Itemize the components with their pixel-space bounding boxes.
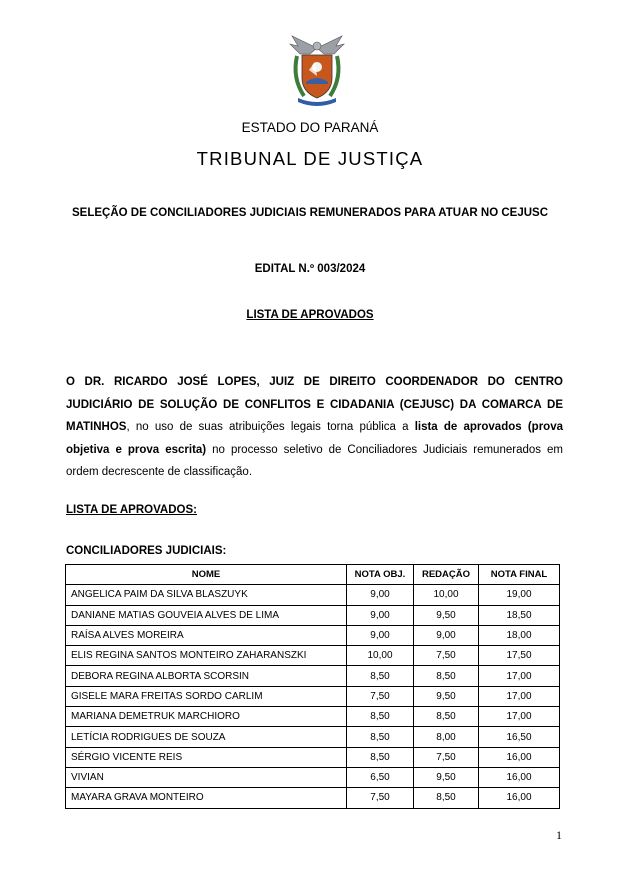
cell-nome: VIVIAN — [66, 767, 347, 787]
approved-heading: LISTA DE APROVADOS: — [66, 504, 197, 516]
cell-nota-obj: 8,50 — [347, 666, 414, 686]
cell-nota-final: 16,50 — [479, 727, 560, 747]
table-row — [66, 646, 560, 666]
cell-nome: RAÍSA ALVES MOREIRA — [66, 625, 347, 645]
cell-nome: DEBORA REGINA ALBORTA SCORSIN — [66, 666, 347, 686]
cell-nota-obj: 6,50 — [347, 767, 414, 787]
cell-nota-obj: 8,50 — [347, 747, 414, 767]
cell-nota-obj: 10,00 — [347, 646, 414, 666]
cell-nome: SÉRGIO VICENTE REIS — [66, 747, 347, 767]
header-nota-obj: NOTA OBJ. — [347, 565, 414, 585]
table-row — [66, 625, 560, 645]
cell-nota-final: 18,00 — [479, 625, 560, 645]
cell-nota-final: 17,00 — [479, 666, 560, 686]
cell-nota-final: 18,50 — [479, 605, 560, 625]
table-header-row — [66, 565, 560, 585]
cell-nota-obj: 9,00 — [347, 625, 414, 645]
cell-redacao: 9,50 — [414, 767, 479, 787]
intro-bold-list: lista de aprovados (prova objetiva e prova escrita) — [66, 421, 563, 456]
cell-nota-final: 17,50 — [479, 646, 560, 666]
page-number: 1 — [556, 828, 562, 842]
cell-redacao: 9,00 — [414, 625, 479, 645]
cell-redacao: 7,50 — [414, 646, 479, 666]
header-nome: NOME — [66, 565, 347, 585]
cell-nota-final: 19,00 — [479, 585, 560, 605]
cell-nota-obj: 7,50 — [347, 686, 414, 706]
cell-nota-final: 17,00 — [479, 686, 560, 706]
table-row — [66, 727, 560, 747]
cell-redacao: 8,50 — [414, 788, 479, 808]
cell-nota-final: 17,00 — [479, 707, 560, 727]
cell-nome: MAYARA GRAVA MONTEIRO — [66, 788, 347, 808]
intro-paragraph — [66, 371, 563, 484]
cell-nome: LETÍCIA RODRIGUES DE SOUZA — [66, 727, 347, 747]
court-title: TRIBUNAL DE JUSTIÇA — [196, 148, 424, 169]
selection-title — [0, 203, 620, 223]
header-nota-final: NOTA FINAL — [479, 565, 560, 585]
cell-nome: ELIS REGINA SANTOS MONTEIRO ZAHARANSZKI — [66, 646, 347, 666]
list-title: LISTA DE APROVADOS — [246, 309, 374, 321]
cell-nome: GISELE MARA FREITAS SORDO CARLIM — [66, 686, 347, 706]
cell-nota-final: 16,00 — [479, 788, 560, 808]
cell-nota-obj: 9,00 — [347, 605, 414, 625]
cell-nota-final: 16,00 — [479, 767, 560, 787]
cell-nome: DANIANE MATIAS GOUVEIA ALVES DE LIMA — [66, 605, 347, 625]
cell-nota-obj: 8,50 — [347, 727, 414, 747]
table-row — [66, 686, 560, 706]
cell-redacao: 7,50 — [414, 747, 479, 767]
cell-nota-obj: 8,50 — [347, 707, 414, 727]
cell-redacao: 8,50 — [414, 707, 479, 727]
cell-nome: ANGELICA PAIM DA SILVA BLASZUYK — [66, 585, 347, 605]
state-title: ESTADO DO PARANÁ — [241, 120, 379, 135]
edital-number: EDITAL N.º 003/2024 — [254, 263, 366, 275]
table-row — [66, 788, 560, 808]
selection-title-text: SELEÇÃO DE CONCILIADORES JUDICIAIS REMUNERADOS PARA ATUAR NO CEJUSC — [71, 207, 548, 219]
table-row — [66, 585, 560, 605]
table-row — [66, 747, 560, 767]
category-heading: CONCILIADORES JUDICIAIS: — [66, 545, 227, 557]
table-row — [66, 605, 560, 625]
header-redacao: REDAÇÃO — [414, 565, 479, 585]
cell-nome: MARIANA DEMETRUK MARCHIORO — [66, 707, 347, 727]
intro-bold: O DR. RICARDO JOSÉ LOPES, JUIZ DE DIREITO COORDENADOR DO CENTRO JUDICIÁRIO DE SOLUÇÃO DE CONFLITOS E CIDADANIA (CEJUSC) DA COMARCA DE MATINHOS — [66, 376, 563, 433]
cell-nota-obj: 7,50 — [347, 788, 414, 808]
cell-nota-obj: 9,00 — [347, 585, 414, 605]
table-row — [66, 767, 560, 787]
intro-text-2: no processo seletivo de Conciliadores Judiciais remunerados em ordem decrescente de classificação. — [66, 443, 563, 478]
cell-redacao: 8,50 — [414, 666, 479, 686]
cell-redacao: 9,50 — [414, 686, 479, 706]
cell-redacao: 8,00 — [414, 727, 479, 747]
table-row — [66, 707, 560, 727]
cell-redacao: 10,00 — [414, 585, 479, 605]
cell-nota-final: 16,00 — [479, 747, 560, 767]
intro-text-1: , no uso de suas atribuições legais torna pública a — [126, 421, 415, 433]
table-row — [66, 666, 560, 686]
cell-redacao: 9,50 — [414, 605, 479, 625]
parana-coat-of-arms-icon — [288, 34, 346, 106]
results-table — [65, 564, 560, 809]
